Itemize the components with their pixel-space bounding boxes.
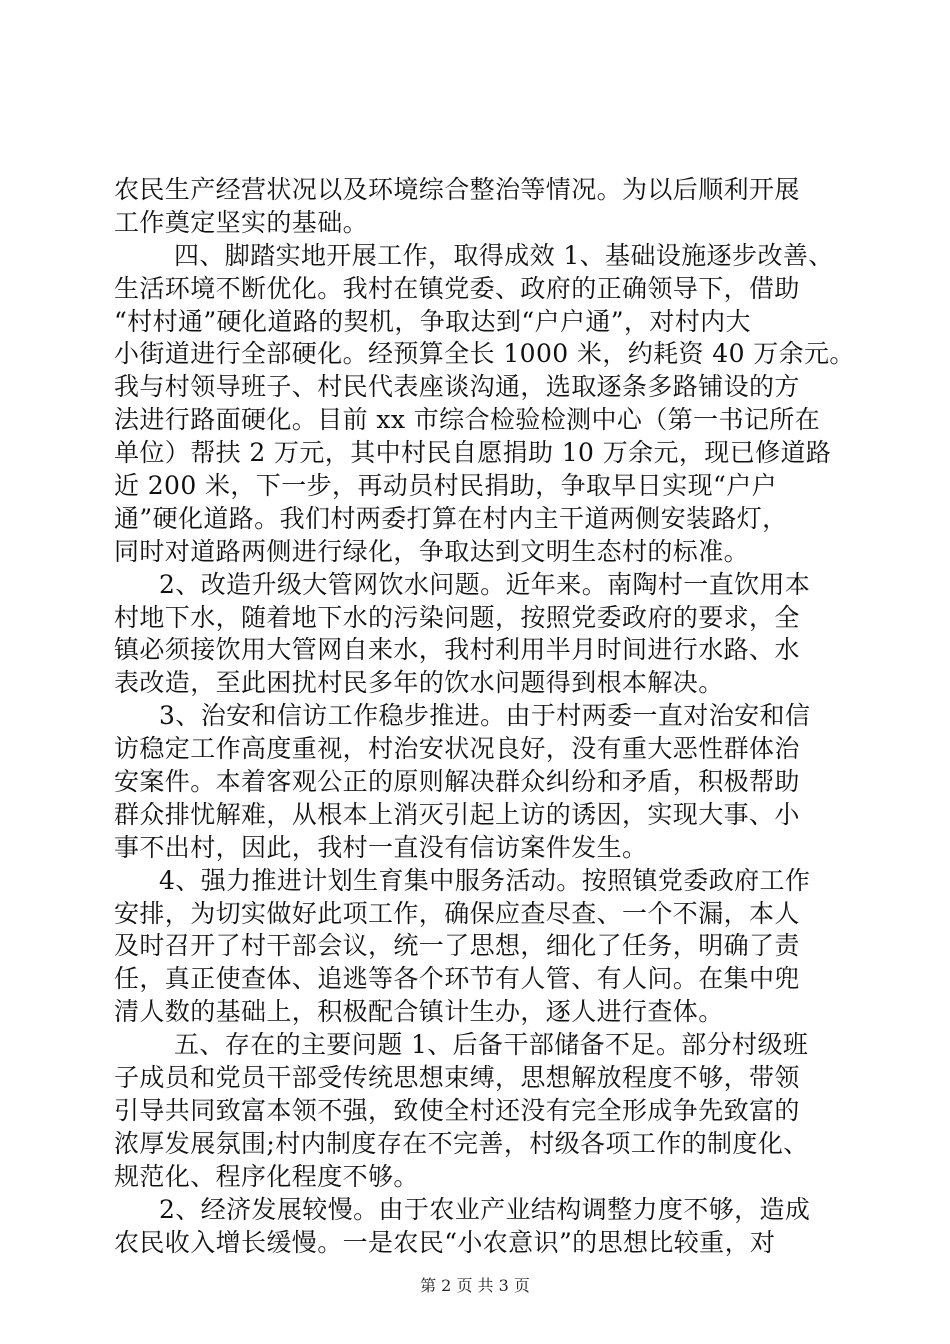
text-line: 单位）帮扶 2 万元，其中村民自愿捐助 10 万余元，现已修道路 (114, 438, 832, 468)
text-line: “村村通”硬化道路的契机，争取达到“户户通”，对村内大 (114, 306, 751, 336)
text-line: 四、脚踏实地开展工作，取得成效 1、基础设施逐步改善、 (174, 240, 834, 270)
text-line: 同时对道路两侧进行绿化，争取达到文明生态村的标准。 (114, 536, 750, 566)
text-line: 生活环境不断优化。我村在镇党委、政府的正确领导下，借助 (114, 273, 800, 303)
text-line: 清人数的基础上，积极配合镇计生办，逐人进行查体。 (114, 997, 724, 1027)
text-line: 村地下水，随着地下水的污染问题，按照党委政府的要求，全 (114, 602, 800, 632)
text-line: 表改造，至此困扰村民多年的饮水问题得到根本解决。 (114, 668, 724, 698)
text-line: 小街道进行全部硬化。经预算全长 1000 米，约耗资 40 万余元。 (114, 339, 855, 369)
text-line: 通”硬化道路。我们村两委打算在村内主干道两侧安装路灯， (114, 503, 788, 533)
text-line: 任，真正使查体、追逃等各个环节有人管、有人问。在集中兜 (114, 964, 800, 994)
text-line: 规范化、程序化程度不够。 (114, 1161, 419, 1191)
text-line: 2、改造升级大管网饮水问题。近年来。南陶村一直饮用本 (159, 569, 811, 599)
text-line: 4、强力推进计划生育集中服务活动。按照镇党委政府工作 (159, 865, 811, 895)
text-line: 农民生产经营状况以及环境综合整治等情况。为以后顺利开展 (114, 175, 800, 204)
text-line: 访稳定工作高度重视，村治安状况良好，没有重大恶性群体治 (114, 734, 800, 764)
document-body (114, 174, 855, 1259)
text-line: 安排，为切实做好此项工作，确保应查尽查、一个不漏，本人 (114, 898, 800, 928)
text-line: 我与村领导班子、村民代表座谈沟通，选取逐条多路铺设的方 (114, 372, 800, 402)
text-line: 安案件。本着客观公正的原则解决群众纠纷和矛盾，积极帮助 (114, 767, 800, 797)
text-line: 2、经济发展较慢。由于农业产业结构调整力度不够，造成 (159, 1194, 811, 1224)
text-line: 法进行路面硬化。目前 xx 市综合检验检测中心（第一书记所在 (114, 405, 821, 435)
text-line: 及时召开了村干部会议，统一了思想，细化了任务，明确了责 (114, 931, 800, 961)
text-line: 浓厚发展氛围;村内制度存在不完善，村级各项工作的制度化、 (114, 1128, 809, 1158)
text-line: 农民收入增长缓慢。一是农民“小农意识”的思想比较重，对 (114, 1227, 776, 1257)
page-footer: 第 2 页 共 3 页 (420, 1276, 530, 1295)
text-line: 工作奠定坚实的基础。 (114, 207, 369, 237)
text-line: 3、治安和信访工作稳步推进。由于村两委一直对治安和信 (159, 701, 811, 731)
text-line: 引导共同致富本领不强，致使全村还没有完全形成争先致富的 (114, 1095, 800, 1125)
text-line: 近 200 米，下一步，再动员村民捐助，争取早日实现“户户 (114, 471, 777, 501)
text-line: 子成员和党员干部受传统思想束缚，思想解放程度不够，带领 (114, 1063, 800, 1093)
text-line: 镇必须接饮用大管网自来水，我村利用半月时间进行水路、水 (114, 635, 800, 665)
text-line: 五、存在的主要问题 1、后备干部储备不足。部分村级班 (174, 1030, 809, 1060)
text-line: 事不出村，因此，我村一直没有信访案件发生。 (114, 832, 648, 862)
text-line: 群众排忧解难，从根本上消灭引起上访的诱因，实现大事、小 (114, 799, 800, 829)
